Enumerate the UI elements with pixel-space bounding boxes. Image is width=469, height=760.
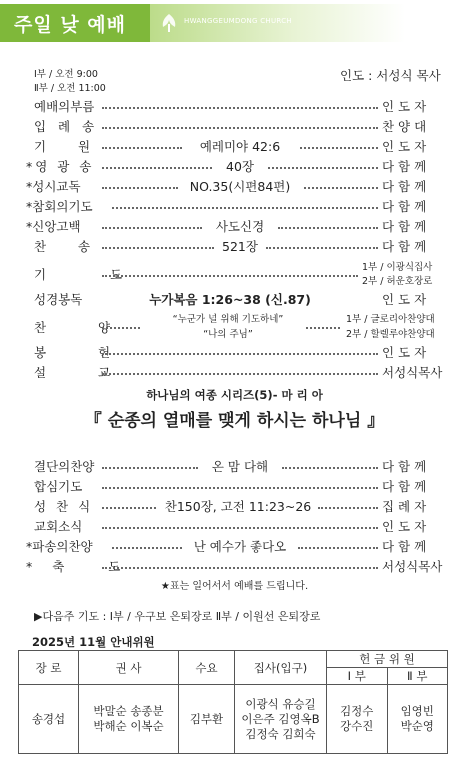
guide-title: 2025년 11월 안내위원 — [32, 635, 155, 649]
table-subheader: Ⅰ 부 — [327, 668, 388, 685]
next-week-prayer: ▶다음주 기도 : Ⅰ부 / 우구보 은퇴장로 Ⅱ부 / 이원선 은퇴장로 — [34, 610, 321, 623]
elder-cell: 송경섭 — [19, 685, 79, 754]
order-row: 입 례 송 찬 양 대 — [34, 119, 427, 134]
order-row: 기 원 예레미야 42:6 인 도 자 — [34, 139, 427, 154]
order-row: *파송의찬양 난 예수가 좋다오 다 함 께 — [26, 539, 427, 554]
anthem-row: 찬 양 “누군가 널 위해 기도하네” “나의 주님” 1부 / 글로리아찬양대 2부 / 할렐루야찬양대 — [34, 314, 435, 340]
table-header: 헌 금 위 원 — [327, 651, 448, 668]
order-row: 성 찬 식 찬150장, 고전 11:23~26 집 례 자 — [34, 499, 427, 514]
leader: 인도 : 서성식 목사 — [340, 68, 441, 83]
sermon-title: 『 순종의 열매를 맺게 하시는 하나님 』 — [84, 411, 385, 431]
sermon-series: 하나님의 여종 시리즈(5)- 마 리 아 — [146, 388, 323, 402]
deaconess-cell: 박말순 송종분 박해순 이복순 — [79, 685, 179, 754]
guide-table — [18, 650, 448, 754]
table-header: 집사(입구) — [235, 651, 327, 685]
table-subheader: Ⅱ 부 — [387, 668, 448, 685]
order-row: 결단의찬양 온 맘 다해 다 함 께 — [34, 459, 427, 474]
service-time-2: Ⅱ부 / 오전 11:00 — [34, 83, 106, 94]
standing-notice: ★표는 일어서서 예배를 드립니다. — [160, 581, 309, 592]
order-row: *성시교독 NO.35(시편84편) 다 함 께 — [26, 179, 427, 194]
offering2-cell: 임영빈 박순영 — [387, 685, 448, 754]
deacon-cell: 이광식 유승길 이은주 김영옥B 김정숙 김희숙 — [235, 685, 327, 754]
sermon-row: 설 교 서성식목사 — [34, 365, 443, 380]
page-header — [0, 0, 469, 44]
order-row: *참회의기도 다 함 께 — [26, 199, 427, 214]
order-row: 교회소식 인 도 자 — [34, 519, 427, 534]
reading-row: 성경봉독 누가복음 1:26~38 (신.87) 인 도 자 — [34, 292, 427, 307]
table-header: 장 로 — [19, 651, 79, 685]
order-row: 예배의부름 인 도 자 — [34, 99, 427, 114]
order-row: 합심기도 다 함 께 — [34, 479, 427, 494]
service-title: 주일 낮 예배 — [0, 4, 150, 42]
church-logo-icon — [158, 12, 180, 34]
order-row: 찬 송 521장 다 함 께 — [34, 239, 427, 254]
leader-line — [0, 66, 469, 82]
offering-row: 봉 헌 인 도 자 — [34, 345, 427, 360]
wednesday-cell: 김부환 — [179, 685, 235, 754]
prayer-row: 기 도 1부 / 이광식집사 2부 / 허운호장로 — [34, 262, 433, 287]
table-header: 권 사 — [79, 651, 179, 685]
church-name: HWANGGEUMDONG CHURCH — [184, 17, 292, 25]
table-header: 수요 — [179, 651, 235, 685]
order-row: *신앙고백 사도신경 다 함 께 — [26, 219, 427, 234]
order-row: *축 도 서성식목사 — [26, 559, 443, 574]
offering1-cell: 김정수 강수진 — [327, 685, 388, 754]
order-row: *영 광 송 40장 다 함 께 — [26, 159, 427, 174]
table-row — [19, 685, 448, 754]
service-time-1: Ⅰ부 / 오전 9:00 — [34, 69, 98, 80]
